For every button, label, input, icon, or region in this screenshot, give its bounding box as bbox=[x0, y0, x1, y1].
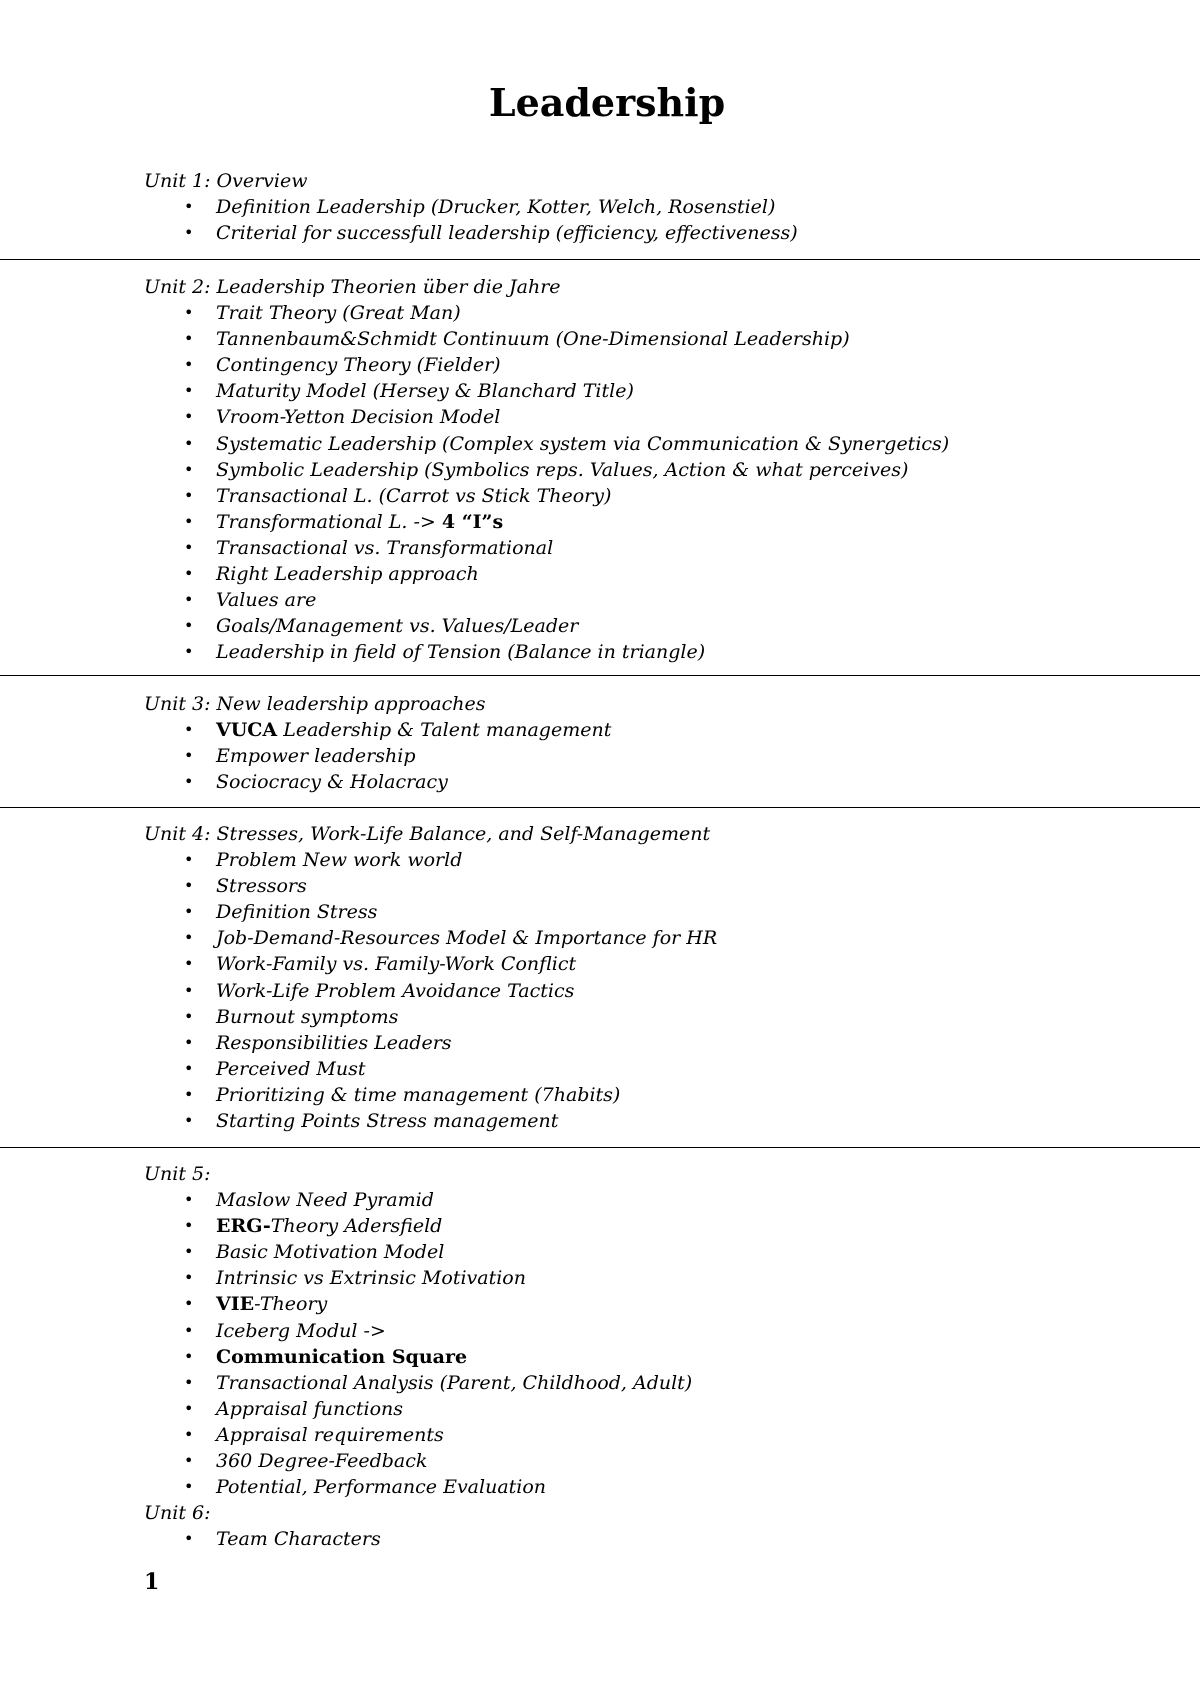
bullet-icon: • bbox=[184, 1111, 194, 1131]
bullet-icon: • bbox=[184, 642, 194, 662]
bullet-icon: • bbox=[184, 954, 194, 974]
list-item-segment: Theory Adersfield bbox=[270, 1215, 443, 1238]
document-title: Leadership bbox=[488, 80, 726, 125]
list-item-text bbox=[216, 901, 377, 923]
list-item-segment: Appraisal functions bbox=[216, 1397, 404, 1420]
list-item-text bbox=[216, 745, 415, 767]
list-item-segment: Vroom-Yetton Decision Model bbox=[216, 406, 501, 429]
list-item-text bbox=[216, 875, 307, 897]
unit-4-section bbox=[144, 821, 1194, 1134]
list-item-text bbox=[216, 1215, 442, 1237]
list-item bbox=[144, 1448, 1194, 1474]
bullet-icon: • bbox=[184, 1320, 194, 1340]
list-item-segment: Maturity Model (Hersey & Blanchard Title) bbox=[216, 380, 634, 403]
unit-2-section bbox=[144, 274, 1194, 665]
list-item-bold-text: Communication Square bbox=[216, 1345, 468, 1368]
bullet-icon: • bbox=[184, 1346, 194, 1366]
bullet-icon: • bbox=[184, 407, 194, 427]
list-item-segment: Burnout symptoms bbox=[216, 1005, 399, 1028]
bullet-icon: • bbox=[184, 197, 194, 217]
list-item-text bbox=[216, 354, 501, 376]
list-item bbox=[144, 978, 1194, 1004]
bullet-icon: • bbox=[184, 1529, 194, 1549]
list-item-segment: Responsibilities Leaders bbox=[216, 1031, 452, 1054]
list-item bbox=[144, 587, 1194, 613]
unit-1-list bbox=[144, 194, 1194, 246]
unit-heading: Unit 3: New leadership approaches bbox=[144, 693, 486, 715]
list-item bbox=[144, 378, 1194, 404]
list-item bbox=[144, 1265, 1194, 1291]
list-item-text bbox=[216, 1320, 386, 1342]
bullet-icon: • bbox=[184, 1268, 194, 1288]
list-item bbox=[144, 1108, 1194, 1134]
bullet-icon: • bbox=[184, 223, 194, 243]
list-item-segment: Starting Points Stress management bbox=[216, 1110, 559, 1133]
list-item bbox=[144, 951, 1194, 977]
unit-2-list bbox=[144, 300, 1194, 665]
list-item-text bbox=[216, 1346, 467, 1368]
unit-heading: Unit 1: Overview bbox=[144, 170, 308, 192]
list-item bbox=[144, 1056, 1194, 1082]
unit-heading: Unit 6: bbox=[144, 1502, 211, 1524]
list-item bbox=[144, 1239, 1194, 1265]
list-item bbox=[144, 1422, 1194, 1448]
bullet-icon: • bbox=[184, 1216, 194, 1236]
bullet-icon: • bbox=[184, 303, 194, 323]
list-item-segment: Goals/Management vs. Values/Leader bbox=[216, 615, 579, 638]
unit-3-list bbox=[144, 717, 1194, 795]
list-item-segment: Prioritizing & time management (7habits) bbox=[216, 1083, 621, 1106]
unit-5-list bbox=[144, 1187, 1194, 1500]
list-item-text bbox=[216, 1084, 620, 1106]
list-item-text bbox=[216, 1450, 427, 1472]
bullet-icon: • bbox=[184, 1006, 194, 1026]
list-item bbox=[144, 1474, 1194, 1500]
list-item-text bbox=[216, 1241, 444, 1263]
list-item bbox=[144, 194, 1194, 220]
section-divider bbox=[0, 807, 1200, 808]
list-item bbox=[144, 847, 1194, 873]
list-item-segment: Leadership in field of Tension (Balance in triangle) bbox=[216, 641, 706, 664]
list-item-text bbox=[216, 222, 798, 244]
list-item-text bbox=[216, 589, 316, 611]
list-item bbox=[144, 220, 1194, 246]
section-divider bbox=[0, 675, 1200, 676]
list-item bbox=[144, 561, 1194, 587]
list-item-text bbox=[216, 1110, 558, 1132]
list-item bbox=[144, 1318, 1194, 1344]
bullet-icon: • bbox=[184, 1058, 194, 1078]
list-item-text bbox=[216, 953, 576, 975]
bullet-icon: • bbox=[184, 1294, 194, 1314]
list-item-segment: Sociocracy & Holacracy bbox=[216, 771, 448, 794]
bullet-icon: • bbox=[184, 772, 194, 792]
list-item bbox=[144, 1370, 1194, 1396]
list-item-segment: 360 Degree-Feedback bbox=[216, 1450, 428, 1473]
bullet-icon: • bbox=[184, 329, 194, 349]
list-item bbox=[144, 1396, 1194, 1422]
bullet-icon: • bbox=[184, 746, 194, 766]
list-item-segment: Job-Demand-Resources Model & Importance for HR bbox=[216, 927, 718, 950]
list-item-segment: Empower leadership bbox=[216, 745, 416, 768]
list-item-segment: Work-Family vs. Family-Work Conflict bbox=[216, 953, 577, 976]
list-item-bold-text: VIE bbox=[216, 1293, 255, 1316]
list-item bbox=[144, 1030, 1194, 1056]
bullet-icon: • bbox=[184, 355, 194, 375]
unit-1-section bbox=[144, 168, 1194, 246]
list-item-text bbox=[216, 1476, 546, 1498]
bullet-icon: • bbox=[184, 1032, 194, 1052]
list-item-segment: Values are bbox=[216, 589, 317, 612]
list-item bbox=[144, 300, 1194, 326]
bullet-icon: • bbox=[184, 1477, 194, 1497]
list-item-segment: Appraisal requirements bbox=[216, 1423, 444, 1446]
list-item bbox=[144, 483, 1194, 509]
list-item-segment: Symbolic Leadership (Symbolics reps. Values, Action & what perceives) bbox=[216, 458, 909, 481]
unit-heading: Unit 4: Stresses, Work-Life Balance, and Self-Management bbox=[144, 823, 711, 845]
bullet-icon: • bbox=[184, 381, 194, 401]
list-item bbox=[144, 639, 1194, 665]
list-item-segment: Basic Motivation Model bbox=[216, 1241, 445, 1264]
list-item-text bbox=[216, 537, 553, 559]
list-item bbox=[144, 925, 1194, 951]
section-divider bbox=[0, 259, 1200, 260]
bullet-icon: • bbox=[184, 1451, 194, 1471]
list-item-segment: Transactional L. (Carrot vs Stick Theory) bbox=[216, 484, 612, 507]
bullet-icon: • bbox=[184, 1084, 194, 1104]
list-item-text bbox=[216, 641, 705, 663]
bullet-icon: • bbox=[184, 590, 194, 610]
list-item-segment: Tannenbaum&Schmidt Continuum (One-Dimensional Leadership) bbox=[216, 328, 850, 351]
list-item-text bbox=[216, 380, 634, 402]
list-item-segment: Stressors bbox=[216, 875, 307, 898]
list-item bbox=[144, 509, 1194, 535]
list-item-segment: Maslow Need Pyramid bbox=[216, 1189, 434, 1212]
list-item-segment: Transformational L. -> bbox=[216, 510, 442, 533]
list-item bbox=[144, 717, 1194, 743]
bullet-icon: • bbox=[184, 850, 194, 870]
list-item-text bbox=[216, 1293, 327, 1315]
list-item bbox=[144, 769, 1194, 795]
list-item-text bbox=[216, 980, 574, 1002]
section-divider bbox=[0, 1147, 1200, 1148]
list-item-text bbox=[216, 1372, 692, 1394]
list-item-text bbox=[216, 1006, 398, 1028]
list-item bbox=[144, 431, 1194, 457]
bullet-icon: • bbox=[184, 433, 194, 453]
list-item-segment: Potential, Performance Evaluation bbox=[216, 1476, 547, 1499]
list-item-segment: Contingency Theory (Fielder) bbox=[216, 354, 501, 377]
list-item-text bbox=[216, 719, 611, 741]
list-item-segment: Leadership & Talent management bbox=[277, 719, 612, 742]
bullet-icon: • bbox=[184, 459, 194, 479]
list-item bbox=[144, 535, 1194, 561]
page-number: 1 bbox=[144, 1569, 160, 1595]
list-item-text bbox=[216, 459, 908, 481]
list-item bbox=[144, 352, 1194, 378]
list-item-text bbox=[216, 485, 611, 507]
list-item-segment: -Theory bbox=[254, 1293, 328, 1316]
list-item bbox=[144, 1291, 1194, 1317]
bullet-icon: • bbox=[184, 1242, 194, 1262]
bullet-icon: • bbox=[184, 902, 194, 922]
bullet-icon: • bbox=[184, 564, 194, 584]
bullet-icon: • bbox=[184, 1424, 194, 1444]
unit-6-list bbox=[144, 1526, 1194, 1552]
list-item bbox=[144, 457, 1194, 483]
bullet-icon: • bbox=[184, 485, 194, 505]
list-item-bold-text: ERG- bbox=[216, 1215, 271, 1238]
bullet-icon: • bbox=[184, 616, 194, 636]
list-item-segment: Systematic Leadership (Complex system via Communication & Synergetics) bbox=[216, 432, 950, 455]
list-item-text bbox=[216, 1528, 381, 1550]
list-item bbox=[144, 613, 1194, 639]
list-item-text bbox=[216, 771, 448, 793]
list-item bbox=[144, 1213, 1194, 1239]
list-item-text bbox=[216, 1032, 452, 1054]
list-item-bold-text: VUCA bbox=[216, 719, 278, 742]
list-item bbox=[144, 404, 1194, 430]
bullet-icon: • bbox=[184, 928, 194, 948]
unit-heading: Unit 5: bbox=[144, 1163, 211, 1185]
list-item-text bbox=[216, 563, 479, 585]
list-item-segment: Criterial for successfull leadership (efficiency, effectiveness) bbox=[216, 222, 798, 245]
list-item bbox=[144, 1082, 1194, 1108]
list-item-segment: Intrinsic vs Extrinsic Motivation bbox=[216, 1267, 526, 1290]
unit-5-section bbox=[144, 1161, 1194, 1500]
list-item bbox=[144, 1004, 1194, 1030]
list-item bbox=[144, 1526, 1194, 1552]
unit-heading: Unit 2: Leadership Theorien über die Jahre bbox=[144, 276, 561, 298]
list-item-text bbox=[216, 302, 461, 324]
list-item-segment: Team Characters bbox=[216, 1528, 381, 1551]
list-item-text bbox=[216, 1267, 526, 1289]
list-item-text bbox=[216, 406, 500, 428]
list-item-segment: Right Leadership approach bbox=[216, 563, 479, 586]
bullet-icon: • bbox=[184, 1190, 194, 1210]
list-item-segment: Problem New work world bbox=[216, 849, 463, 872]
list-item-text bbox=[216, 196, 775, 218]
list-item-text bbox=[216, 433, 949, 455]
list-item bbox=[144, 873, 1194, 899]
list-item-text bbox=[216, 927, 717, 949]
list-item-bold-text: 4 “I”s bbox=[441, 510, 504, 533]
list-item-segment: Definition Stress bbox=[216, 901, 378, 924]
list-item-segment: Perceived Must bbox=[216, 1057, 366, 1080]
list-item-segment: Transactional Analysis (Parent, Childhood, Adult) bbox=[216, 1371, 693, 1394]
list-item bbox=[144, 1344, 1194, 1370]
list-item-text bbox=[216, 328, 850, 350]
list-item-text bbox=[216, 1424, 444, 1446]
list-item-text bbox=[216, 615, 578, 637]
bullet-icon: • bbox=[184, 720, 194, 740]
unit-4-list bbox=[144, 847, 1194, 1134]
list-item-text bbox=[216, 849, 462, 871]
bullet-icon: • bbox=[184, 511, 194, 531]
list-item bbox=[144, 899, 1194, 925]
list-item bbox=[144, 326, 1194, 352]
bullet-icon: • bbox=[184, 537, 194, 557]
bullet-icon: • bbox=[184, 1398, 194, 1418]
list-item-segment: Transactional vs. Transformational bbox=[216, 536, 554, 559]
bullet-icon: • bbox=[184, 1372, 194, 1392]
list-item-segment: Definition Leadership (Drucker, Kotter, Welch, Rosenstiel) bbox=[216, 196, 776, 219]
list-item-text bbox=[216, 1058, 365, 1080]
list-item-text bbox=[216, 1398, 403, 1420]
unit-6-section bbox=[144, 1500, 1194, 1552]
list-item-text bbox=[216, 511, 503, 533]
bullet-icon: • bbox=[184, 980, 194, 1000]
list-item-segment: Trait Theory (Great Man) bbox=[216, 302, 461, 325]
bullet-icon: • bbox=[184, 876, 194, 896]
list-item-segment: Iceberg Modul -> bbox=[216, 1319, 386, 1342]
unit-3-section bbox=[144, 691, 1194, 795]
list-item-text bbox=[216, 1189, 434, 1211]
list-item-segment: Work-Life Problem Avoidance Tactics bbox=[216, 979, 575, 1002]
list-item bbox=[144, 1187, 1194, 1213]
list-item bbox=[144, 743, 1194, 769]
